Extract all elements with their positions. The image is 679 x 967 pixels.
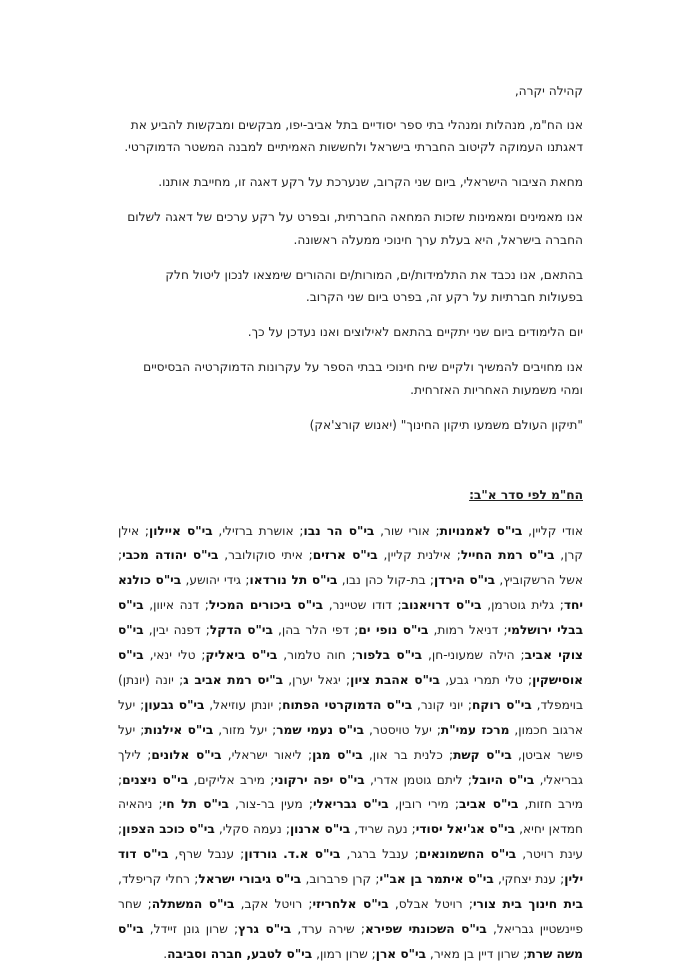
signatory-name: רויטל אבלס [398,897,463,912]
signatory-name: אורי שור [384,523,430,538]
signatory-entry: דניאל רמות, בי"ס נופי ים; [349,623,499,638]
signatory-school: בי"ס החשמונאים [418,847,517,862]
signatory-school: בי"ס גיבורי ישראל [198,872,302,887]
signatory-entry: לילך גבריאלי, בי"ס היובל; [118,747,584,787]
signatory-entry: אילן קרן, בי"ס רמת החייל; [118,523,584,563]
signatory-name: אילן קרן [118,523,584,563]
signatory-entry: איתי סוקולובר, בי"ס יהודה מכבי; [118,548,303,563]
signatory-name: יונתן עוזיאל [213,697,274,712]
signatory-name: ענת יצחקי [501,872,556,887]
signatory-name: יונה (יונתן) בוימפלד [118,672,584,712]
signatory-entry: יעל ארגוב חכמון, מרכז עמי"ת; [118,697,584,737]
signatory-school: בי"ס גרץ [238,922,292,936]
signatory-name: אודי קליין [532,523,584,538]
signatory-name: יוני קונר [420,697,464,712]
signatory-entry: אשל הרשקוביץ, בי"ס הירדן; [425,573,584,588]
signatory-name: שירה ערד [301,922,355,936]
signatory-school: בי"ס ניצנים [122,772,189,787]
signatory-name: יגאל יערן [292,672,341,687]
signatory-entry: שרון דיין בן מאיר, בי"ס ארן; [367,946,520,961]
paragraph-2: מחאת הציבור הישראלי, ביום שני הקרוב, שנערכת על רקע דאגה זו, מחייבת אותנו. [158,175,583,189]
signatory-entry: אושרת ברזילי, בי"ס איילון; [139,523,294,538]
signatory-school: בי"ס הדמוקרטי הפתוח [282,697,413,712]
signatory-name: אשל הרשקוביץ [503,573,584,588]
signatory-entry: שירה ערד, בי"ס גרץ; [227,922,355,936]
signatory-school: בי"ס הירדן [434,573,496,588]
signatory-entry: נעה שריד, בי"ס ארנון; [281,822,408,837]
signatory-name: טלי תמרי גבע [449,672,523,687]
paragraph-5: יום הלימודים ביום שני יתקיים בהתאם לאילוצים ואנו נעדכן על כך. [247,325,583,339]
signatory-entry: טלי ינאי, בי"ס אוסישקין; [118,648,583,687]
signatory-name: מירב אליקים [197,772,265,787]
signatory-entry: גלית גוטרמן, בי"ס דרויאנוב; [391,598,555,613]
signatory-name: כלנית בר און [372,747,443,762]
signatory-name: ענבל שרף [178,847,235,862]
signatories-title: הח"מ לפי סדר א"ב: [469,488,583,502]
signatories-list [118,519,583,967]
signatory-name: שרון דיין בן מאיר [433,946,520,961]
signatory-name: קרן פרברוב [309,872,372,887]
signatory-school: בי"ס ארן [375,946,427,961]
signatory-name: הילה שמעוני-חן [431,648,515,663]
signatory-entry: שחר פיינשטיין גבריאל, בי"ס השכונתי שפירא; [118,897,583,936]
signatory-name: בת-קול כהן נבו [345,573,426,588]
signatory-name: לילך גבריאלי [118,747,584,787]
signatory-entry: קרן פרברוב, בי"ס גיבורי ישראל; [190,872,372,887]
signatory-school: בי"ס המשתלה [151,897,235,912]
signatory-entry: יונתן עוזיאל, בי"ס גבעון; [135,697,274,712]
signatory-school: בי"ס ביאליק [205,648,278,663]
signatory-name: ענבל ברגר [350,847,409,862]
signatory-school: בי"ס א.ד. גורדון [244,847,341,862]
signatory-school: בי"ס היובל [472,772,535,787]
paragraph-1: אנו הח"מ, מנהלות ומנהלי בתי ספר יסודיים בתל אביב-יפו, מבקשים ומבקשות להביע את דאגתנו העמוקה לקיטוב החברתי בישראל ולחששות האמיתיים למבנה המשטר הדמוקרטי. [124,117,583,154]
signatory-entry: שרון גונן זיידל, בי"ס משה שרת; [118,922,583,961]
signatory-school: בי"ס גבעון [144,697,205,712]
signatory-entry: נעמה סקלי, בי"ס כוכב הצפון; [118,822,282,837]
signatory-name: ליאור ישראלי [231,747,302,762]
signatory-name: יעל פישר אביטן [118,722,583,762]
signatory-school: בי"ס ביכורים המכיל [208,598,324,613]
signatory-school: בי"ס לטבע, חברה וסביבה [167,946,313,961]
signatory-entry: מירב אליקים, בי"ס ניצנים; [118,772,265,787]
signatory-entry: עינת רויטר, בי"ס החשמונאים; [408,847,584,862]
signatory-name: יעל טויסטר [372,722,432,737]
signatory-school: בי"ס נעמי שמר [276,722,365,737]
signatory-entry: אודי קליין, בי"ס לאמנויות; [429,523,584,538]
signatory-name: אילנית קליין [387,548,451,563]
signatory-school: בי"ס כוכב הצפון [122,822,215,837]
signatory-school: בי"ס בלפור [355,648,423,663]
signatory-entry: יוני קונר, בי"ס הדמוקרטי הפתוח; [273,697,464,712]
korczak-quote: "תיקון העולם משמעו תיקון החינוך" (יאנוש קורצ'אק) [309,417,583,432]
signatory-entry: הילה שמעוני-חן, בי"ס בלפור; [345,648,515,663]
signatory-name: גלית גוטרמן [491,598,555,613]
signatory-name: רחלי קריפלד [121,872,191,887]
signatory-entry: יעל פישר אביטן, בי"ס קשת; [118,722,583,762]
signatory-entry: דפי הלר בהן, בי"ס הדקל; [200,623,350,638]
signatory-school: בי"ס נופי ים [358,623,429,638]
signatory-school: בי"ס השכונתי שפירא [364,922,487,936]
signatory-entry: רחלי קריפלד, בית חינוך בית צורי; [118,872,583,912]
signatory-name: דודו שטיינר [332,598,392,613]
signatory-name: טלי ינאי [153,648,196,663]
signatory-name: שרון רמון [319,946,368,961]
signatory-entry: טלי תמרי גבע, בי"ס אהבת ציון; [340,672,523,687]
signatory-school: בי"ס הר נבו [303,523,375,538]
signatory-school: בי"ס אהבת ציון [350,672,440,687]
signatory-name: שרון גונן זיידל [153,922,228,936]
signatory-name: עינת רויטר [526,847,584,862]
signatory-name: דפנה יבין [152,623,201,638]
signatory-entry: בת-קול כהן נבו, בי"ס תל נורדאו; [241,573,426,588]
signatory-entry: דודו שטיינר, בי"ס ביכורים המכיל; [199,598,392,613]
signatory-name: יעל מזור [222,722,268,737]
signatory-school: בי"ס ארזים [312,548,378,563]
paragraph-3: אנו מאמינים ומאמינות שזכות המחאה החברתית, ובפרט על רקע ערכים של דאגה לשלום החברה בישראל, היא בעלת ערך חינוכי ממעלה ראשונה. [127,210,583,247]
signatory-school: בי"ס איתמר בן אב"י [379,872,494,887]
signatory-school: בי"ס לאמנויות [439,523,523,538]
signatory-name: דפי הלר בהן [281,623,350,638]
signatory-entry: ניהאיה חמדאן יחיא, בי"ס אג'יאל יסודי; [118,797,583,837]
letter-body [118,80,583,967]
signatory-school: בי"ס אלחריזי [312,897,389,912]
signatory-entry: ענת יצחקי, בי"ס איתמר בן אב"י; [371,872,556,887]
signatory-entry: כלנית בר און, בי"ס מגן; [301,747,443,762]
signatory-school: בי"ס אלונים [151,747,222,762]
signatory-name: מעין בר-צור [238,797,303,812]
signatory-entry: דנה איוון, בי"ס בבלי ירושלמי; [118,598,583,638]
signatory-school: בי"ס רמת החייל [460,548,555,563]
signatory-entry: דפנה יבין, בי"ס צוקי אביב; [118,623,584,663]
signatory-school: בי"ס צוקי אביב [118,623,584,663]
signatory-school: בי"ס אביב [458,797,519,812]
signatory-school: בי"ס תל חי [162,797,229,812]
signatory-school: בי"ס קשת [453,747,512,762]
signatory-name: רויטל אקב [244,897,303,912]
signatory-entry: יגאל יערן, ב"יס רמת אביב ג; [173,672,341,687]
paragraph-4: בהתאם, אנו נכבד את התלמידות/ים, המורות/ים וההורים שימצאו לנכון ליטול חלק בפעולות חברתיות על רקע זה, בפרט ביום שני הקרוב. [165,267,583,304]
signatory-school: בי"ס ארנון [289,822,351,837]
signatory-school: בי"ס מגן [312,747,363,762]
signatory-entry: אורי שור, בי"ס הר נבו; [293,523,430,538]
signatory-entry: חוה טלמור, בי"ס ביאליק; [195,648,346,663]
signatory-school: בי"ס אילנות [144,722,214,737]
signatory-name: מירב חזות [528,797,583,812]
signatory-entry: רויטל אקב, בי"ס המשתלה; [141,897,303,912]
signatory-entry: יעל מזור, בי"ס אילנות; [135,722,268,737]
signatory-name: נעה שריד [358,822,408,837]
signatory-school: בי"ס כולנא יחד [118,573,583,613]
signatory-school: בי"ס רוקח [472,697,532,712]
signatory-entry: יונה (יונתן) בוימפלד, בי"ס רוקח; [118,672,584,712]
signatory-school: מרכז עמי"ת [440,722,510,737]
signatory-entry: גידי יהושע, בי"ס כולנא יחד; [118,573,583,613]
signatory-entry: ליאור ישראלי, בי"ס אלונים; [141,747,302,762]
signatory-school: בי"ס הדקל [209,623,273,638]
signatory-school: בי"ס גבריאלי [312,797,389,812]
signatory-name: ליתם גוטמן אדרי [373,772,463,787]
signatory-entry: שרון רמון, בי"ס לטבע, חברה וסביבה. [163,946,368,961]
paragraph-6: אנו מחויבים להמשיך ולקיים שיח חינוכי בבתי הספר על עקרונות הדמוקרטיה הבסיסיים ומהי משמעות האחריות האזרחית. [143,360,583,397]
signatory-entry: מעין בר-צור, בי"ס תל חי; [152,797,303,812]
signatory-name: יעל ארגוב חכמון [118,697,584,737]
signatory-school: ב"יס רמת אביב ג [183,672,284,687]
signatory-name: חוה טלמור [287,648,346,663]
greeting: קהילה יקרה, [514,84,583,98]
signatory-name: שחר פיינשטיין גבריאל [118,897,583,936]
signatory-school: בי"ס משה שרת [118,922,583,961]
signatory-name: מירי רובין [398,797,449,812]
signatory-entry: יעל טויסטר, בי"ס נעמי שמר; [267,722,432,737]
signatory-name: גידי יהושע [189,573,242,588]
signatory-school: בי"ס אוסישקין [118,648,583,687]
signatory-entry: רויטל אבלס, בי"ס אלחריזי; [302,897,463,912]
signatory-entry: ענבל ברגר, בי"ס א.ד. גורדון; [234,847,409,862]
signatory-school: בי"ס אג'יאל יסודי [415,822,516,837]
signatory-school: בי"ס יפה ירקוני [274,772,365,787]
signatory-name: נעמה סקלי [222,822,282,837]
signatory-school: בי"ס בבלי ירושלמי [118,598,583,638]
signatory-school: בי"ס דרויאנוב [401,598,482,613]
signatory-name: איתי סוקולובר [228,548,303,563]
signatory-entry: מירי רובין, בי"ס גבריאלי; [302,797,449,812]
signatory-entry: מירב חזות, בי"ס אביב; [448,797,583,812]
signatory-entry: ענבל שרף, בי"ס דוד ילין; [118,847,584,887]
signatory-school: בי"ס יהודה מכבי [122,548,219,563]
signatory-name: דנה איוון [153,598,200,613]
signatory-school: בי"ס תל נורדאו [249,573,338,588]
signatory-school: בית חינוך בית צורי [472,897,583,912]
signatory-name: ניהאיה חמדאן יחיא [118,797,583,837]
signatory-school: בי"ס איילון [149,523,213,538]
signatory-entry: אילנית קליין, בי"ס ארזים; [302,548,451,563]
signatory-school: בי"ס דוד ילין [118,847,584,887]
signatory-name: דניאל רמות [437,623,499,638]
signatory-entry: ליתם גוטמן אדרי, בי"ס יפה ירקוני; [264,772,463,787]
signatory-name: אושרת ברזילי [222,523,294,538]
